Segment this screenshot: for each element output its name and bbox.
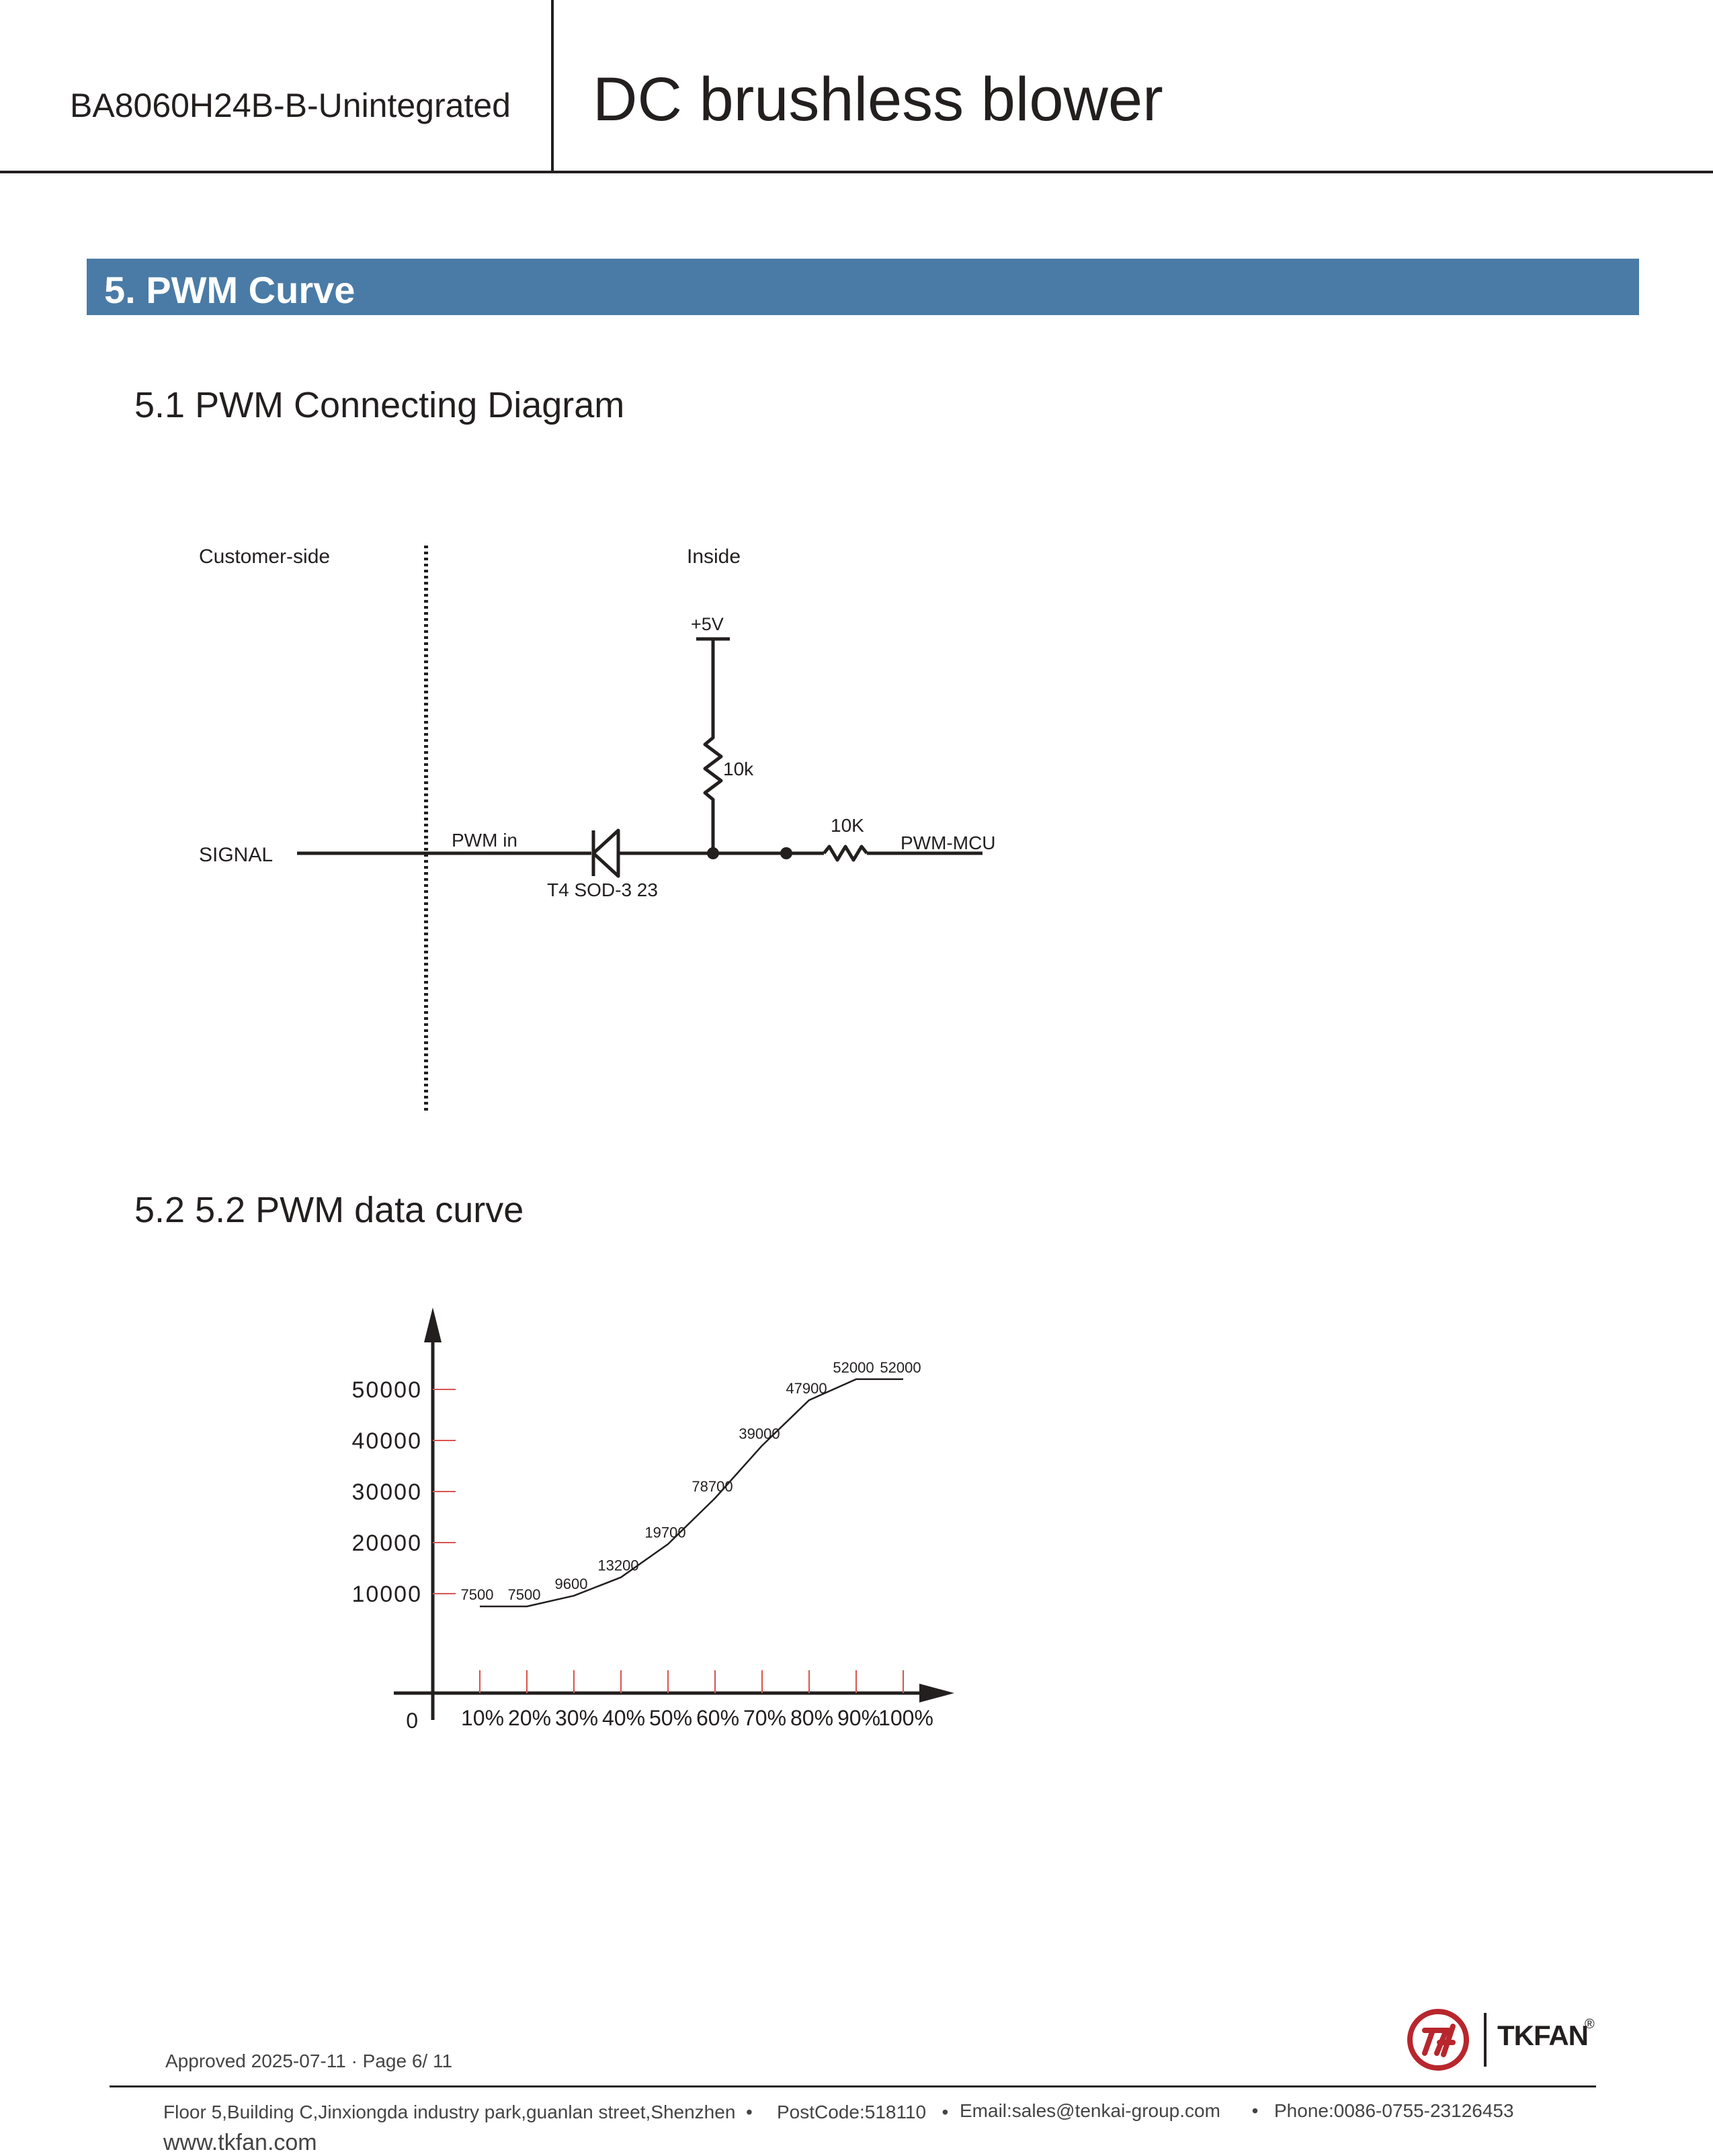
section-title: 5. PWM Curve	[104, 269, 356, 311]
y-tick-label: 30000	[351, 1479, 422, 1505]
x-tick-label: 60%	[696, 1706, 740, 1730]
series-resistor-label: 10K	[831, 815, 864, 836]
chart-marks	[461, 1359, 921, 1606]
customer-side-label: Customer-side	[199, 546, 331, 568]
y-tick-label: 20000	[351, 1530, 422, 1556]
bullet-1: •	[745, 2102, 753, 2122]
x-tick-label: 100%	[878, 1706, 933, 1730]
footer-postcode	[777, 2102, 948, 2123]
bullet-2: •	[942, 2102, 949, 2122]
pullup-resistor	[705, 639, 721, 853]
x-tick-label: 70%	[743, 1706, 787, 1730]
footer-phone: Phone:0086-0755-23126453	[1274, 2100, 1514, 2121]
y-tick-label: 40000	[351, 1428, 422, 1454]
series-node	[780, 847, 792, 859]
bullet-3: •	[1251, 2100, 1259, 2121]
email-text: Email:sales@tenkai-group.com	[960, 2100, 1220, 2121]
approval-and-page: Approved 2025-07-11 · Page 6/ 11	[165, 2051, 453, 2071]
footer-website: www.tkfan.com	[163, 2130, 317, 2155]
document-model: BA8060H24B-B-Unintegrated	[70, 87, 511, 124]
footer-rule	[110, 2085, 1596, 2087]
data-label: 78700	[692, 1477, 733, 1495]
data-label: 9600	[554, 1576, 588, 1593]
subsection-title-diagram: 5.1 PWM Connecting Diagram	[134, 385, 625, 425]
x-tick-label: 20%	[507, 1706, 552, 1730]
pwm-data-chart	[0, 1277, 1713, 1787]
pwm-in-label: PWM in	[452, 830, 517, 851]
brand-name: TKFAN	[1497, 2020, 1588, 2051]
x-axis-arrow	[919, 1684, 954, 1702]
pullup-label: 10k	[723, 759, 754, 779]
document-title: DC brushless blower	[593, 65, 1163, 134]
data-label: 52000	[833, 1359, 874, 1376]
logo-divider	[1484, 2013, 1487, 2067]
y-tick-label: 50000	[351, 1377, 422, 1403]
y-tick-label: 10000	[351, 1582, 422, 1607]
data-label: 52000	[880, 1359, 921, 1376]
x-tick-label: 30%	[554, 1706, 599, 1730]
inside-label: Inside	[687, 546, 741, 568]
subsection-title-curve: 5.2 5.2 PWM data curve	[134, 1190, 524, 1230]
data-label: 7500	[460, 1586, 494, 1603]
signal-label: SIGNAL	[199, 844, 274, 866]
registered-mark: ®	[1585, 2017, 1595, 2032]
footer-address	[163, 2102, 753, 2123]
series-resistor	[824, 847, 867, 860]
diode-symbol	[593, 830, 618, 876]
data-label: 13200	[597, 1557, 639, 1574]
x-tick-label: 90%	[837, 1706, 881, 1730]
data-label: 47900	[786, 1379, 827, 1397]
data-label: 39000	[739, 1425, 780, 1442]
x-tick-label: 50%	[649, 1706, 693, 1730]
x-tick-label: 80%	[790, 1706, 834, 1730]
pwm-mcu-label: PWM-MCU	[901, 832, 996, 853]
supply-label: +5V	[691, 614, 724, 634]
y-axis-arrow	[424, 1307, 442, 1342]
tkfan-logo-icon	[1406, 2006, 1473, 2073]
data-label: 7500	[507, 1586, 541, 1603]
footer-email	[960, 2100, 1258, 2122]
junction-node	[707, 847, 719, 859]
address-text: Floor 5,Building C,Jinxiongda industry park,guanlan street,Shenzhen	[163, 2102, 736, 2122]
postcode-text: PostCode:518110	[777, 2102, 927, 2122]
diode-label: T4 SOD-3 23	[547, 879, 658, 900]
data-label: 19700	[644, 1524, 686, 1541]
x-tick-label: 10%	[460, 1706, 505, 1730]
x-tick-label: 40%	[601, 1706, 646, 1730]
origin-label: 0	[406, 1709, 418, 1733]
